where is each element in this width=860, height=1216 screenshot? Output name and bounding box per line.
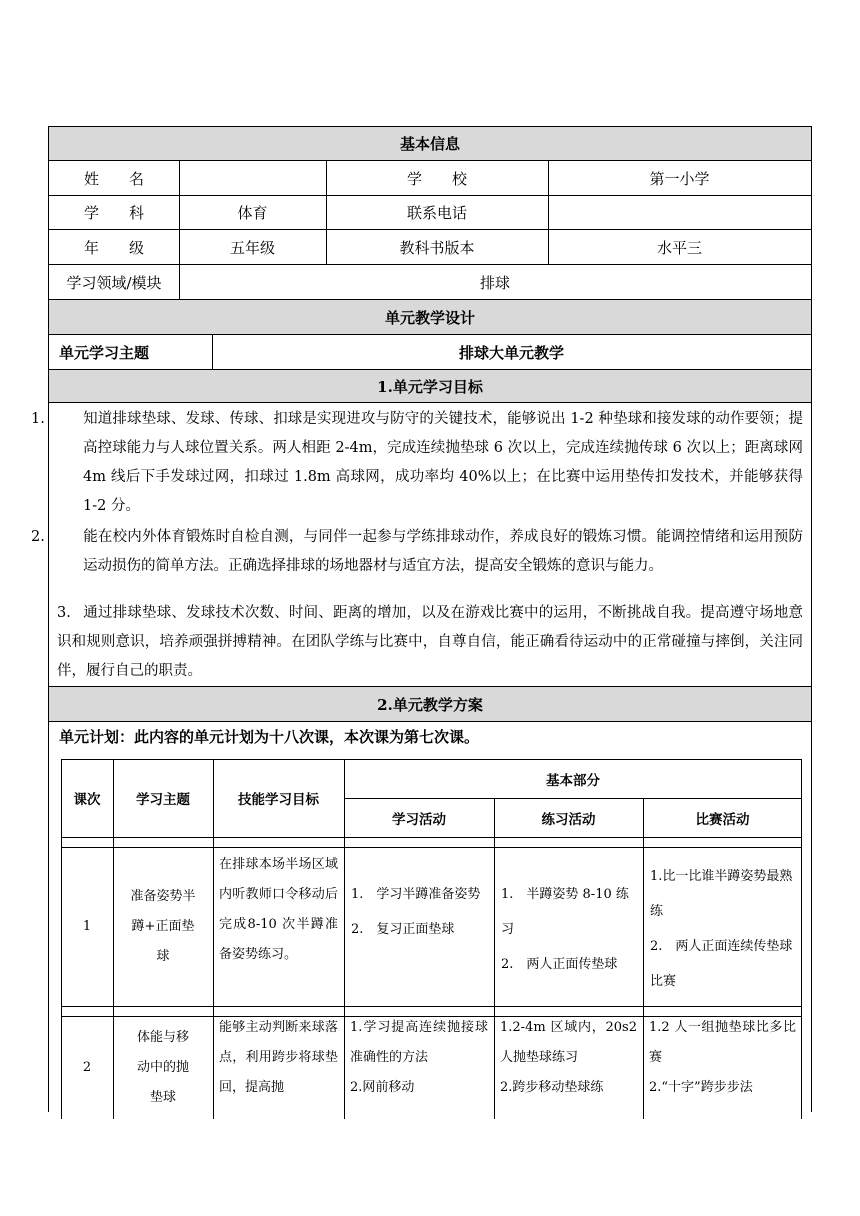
row2-game-item: 1.2 人一组抛垫球比多比赛 [649,1020,796,1065]
objective-num: 3. [57,605,71,621]
objectives-header [49,370,811,403]
row2-learn-item: 1.学习提高连续抛接球准确性的方法 [350,1020,488,1065]
subject-value: 体育 [237,204,268,222]
info-row-grade [49,230,811,265]
module-label: 学习领域/模块 [66,273,162,292]
objectives-body [31,403,811,687]
header-skill-goal: 技能学习目标 [238,792,319,808]
row2-game [643,1013,802,1103]
objectives-title: 1.单元学习目标 [377,377,483,396]
row2-practice-item: 2.跨步移动垫球练 [500,1080,604,1095]
edition-value: 水平三 [656,238,702,257]
basic-info-title: 基本信息 [399,135,460,153]
unit-theme-row [49,335,811,370]
document-page [31,126,812,1112]
row1-learn-item: 2. 复习正面垫球 [351,922,455,937]
header-theme: 学习主题 [136,792,190,808]
row2-learn-item: 2.网前移动 [350,1080,415,1095]
row2-skill-goal: 能够主动判断来球落点，利用跨步将球垫回，提高抛 [219,1020,338,1095]
grade-label: 年 级 [83,238,144,257]
name-value [179,161,326,195]
school-label: 学 校 [406,169,467,188]
row1-lesson: 1 [82,919,92,934]
row1-practice-item: 1. 半蹲姿势 8-10 练习 [501,887,629,937]
module-value: 排球 [479,273,510,292]
objective-num: 2. [31,529,45,545]
row1-practice [494,877,643,982]
header-learn: 学习活动 [392,811,446,828]
plan-header [49,687,811,722]
header-game: 比赛活动 [695,811,750,828]
row2-game-item: 2.“十字”跨步步法 [649,1080,753,1095]
row2-practice [494,1013,643,1103]
row2-lesson: 2 [82,1060,92,1075]
row1-skill-goal: 在排球本场半场区域内听教师口令移动后完成8-10 次半蹲准备姿势练习。 [219,857,338,962]
header-lesson: 课次 [73,792,101,808]
unit-theme-label: 单元学习主题 [59,343,150,362]
info-row-module [49,265,811,300]
objective-item-2 [31,523,803,581]
subject-label: 学 科 [83,204,144,222]
plan-title: 2.单元教学方案 [377,695,483,714]
objective-text: 通过排球垫球、发球技术次数、时间、距离的增加，以及在游戏比赛中的运用，不断挑战自我。提高遵守场地意识和规则意识，培养顽强拼搏精神。在团队学练与比赛中，自尊自信，能正确看待运动中的正常碰撞与摔倒，关注同伴，履行自己的职责。 [57,605,803,679]
unit-design-header [49,300,811,335]
objective-text: 能在校内外体育锻炼时自检自测，与同伴一起参与学练排球动作，养成良好的锻炼习惯。能调控情绪和运用预防运动损伤的简单方法。正确选择排球的场地器材与适宜方法，提高安全锻炼的意识与能力。 [83,529,803,574]
row1-learn-item: 1. 学习半蹲准备姿势 [351,887,481,902]
row1-learn [344,877,494,947]
unit-theme-value: 排球大单元教学 [458,343,564,362]
name-label: 姓 名 [83,169,144,188]
row1-practice-item: 2. 两人正面传垫球 [501,957,618,972]
header-basic-part: 基本部分 [546,772,600,789]
row1-game-item: 2. 两人正面连续传垫球比赛 [650,939,793,989]
phone-value [548,196,811,229]
header-practice: 练习活动 [541,811,596,828]
info-row-subject [49,196,811,230]
grade-value: 五年级 [229,238,275,257]
plan-summary: 单元计划：此内容的单元计划为十八次课，本次课为第七次课。 [59,728,480,746]
row2-theme: 体能与移动中的抛垫球 [136,1029,189,1105]
row2-learn [344,1013,494,1103]
row2-practice-item: 1.2-4m 区域内，20s2 人抛垫球练习 [500,1020,637,1065]
objective-text: 知道排球垫球、发球、传球、扣球是实现进攻与防守的关键技术，能够说出 1-2 种垫球和接发球的动作要领；提高控球能力与人球位置关系。两人相距 2-4m，完成连续抛垫球 6 次以上，完成连续抛传球 6 次以上；距离球网 4m 线后下手发球过网，扣球过 1.8m 高球网，成功率均 40%以上；在比赛中运用垫传扣发技术，并能够获得 1-2 分。 [83,411,803,514]
row1-game-item: 1.比一比谁半蹲姿势最熟练 [650,869,793,919]
info-row-name [49,161,811,196]
phone-label: 联系电话 [406,204,467,222]
unit-design-title: 单元教学设计 [384,308,475,327]
objective-num: 1. [31,411,45,427]
row1-game [643,859,802,999]
basic-info-header [49,126,811,161]
row1-theme: 准备姿势半蹲+正面垫球 [130,888,196,964]
lesson-plan-table [61,759,802,1119]
objective-item-3 [57,599,803,686]
school-value: 第一小学 [649,169,710,188]
edition-label: 教科书版本 [399,238,475,257]
objective-item-1 [31,405,803,521]
